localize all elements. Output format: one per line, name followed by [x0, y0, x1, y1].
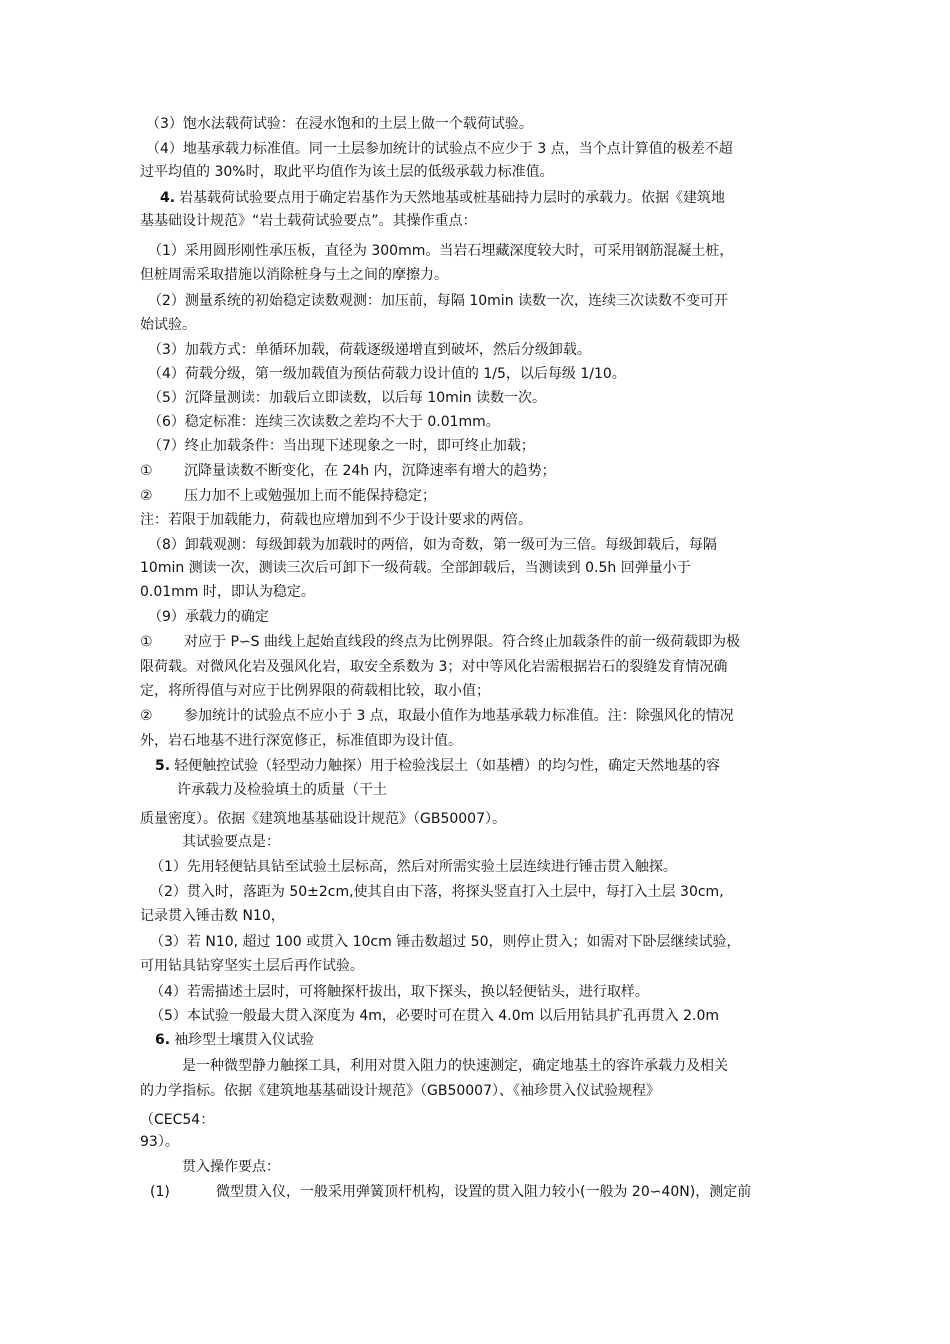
determination-1-line-2: 限荷载。对微风化岩及强风化岩，取安全系数为 3；对中等风化岩需根据岩石的裂缝发育情况确	[140, 659, 728, 675]
section-6-title: 袖珍型土壤贯入仪试验	[174, 1032, 315, 1048]
condition-2	[140, 486, 436, 506]
determination-1-text: 对应于 P∽S 曲线上起始直线段的终点为比例界限。符合终止加载条件的前一级荷载即为极	[184, 634, 740, 650]
section-4-text: 岩基载荷试验要点用于确定岩基作为天然地基或桩基础持力层时的承载力。依据《建筑地	[179, 190, 726, 206]
section-6-line-4: 93）。	[140, 1134, 179, 1150]
section-6-line-2: 的力学指标。依据《建筑地基基础设计规范》（GB50007）、《袖珍贯入仪试验规程》	[140, 1083, 660, 1099]
rock-item-3: （3）加载方式：单循环加载，荷载逐级递增直到破坏，然后分级卸载。	[148, 342, 591, 358]
determination-2-line-1	[140, 706, 734, 726]
test-item-3-line-1: （3）若 N10, 超过 100 或贯入 10cm 锤击数超过 50，则停止贯入；如需对下卧层继续试验，	[150, 934, 741, 950]
operation-item-1	[150, 1182, 751, 1202]
section-5-text: 轻便触控试验（轻型动力触探）用于检验浅层土（如基槽）的均匀性，确定天然地基的容	[174, 758, 721, 774]
determination-1-marker: ①	[140, 634, 153, 650]
section-5-line-3: 质量密度）。依据《建筑地基基础设计规范》（GB50007）。	[140, 811, 506, 827]
rock-item-5: （5）沉降量测读：加载后立即读数，以后每 10min 读数一次。	[148, 390, 547, 406]
section-5-number: 5.	[155, 758, 171, 774]
rock-item-8-line-1: （8）卸载观测：每级卸载为加载时的两倍，如为奇数，第一级可为三倍。每级卸载后，每隔	[148, 537, 717, 553]
section-6-line-5: 贯入操作要点：	[182, 1159, 280, 1175]
test-item-5: （5）本试验一般最大贯入深度为 4m，必要时可在贯入 4.0m 以后用钻具扩孔再贯入 2.0m	[150, 1008, 720, 1024]
paragraph-3: （3）饱水法载荷试验：在浸水饱和的土层上做一个载荷试验。	[146, 116, 533, 132]
rock-item-4: （4）荷载分级，第一级加载值为预估荷载力设计值的 1/5，以后每级 1/10。	[148, 366, 626, 382]
note-line: 注：若限于加载能力，荷载也应增加到不少于设计要求的两倍。	[140, 512, 532, 528]
condition-1-text: 沉降量读数不断变化，在 24h 内，沉降速率有增大的趋势；	[184, 463, 556, 479]
determination-1-line-1	[140, 632, 740, 652]
test-item-1: （1）先用轻便钻具钻至试验土层标高，然后对所需实验土层连续进行锤击贯入触探。	[150, 859, 677, 875]
section-5-line-2: 许承载力及检验填土的质量（干土	[177, 782, 387, 798]
determination-2-marker: ②	[140, 708, 153, 724]
section-6-heading	[155, 1030, 314, 1050]
rock-item-6: （6）稳定标准：连续三次读数之差均不大于 0.01mm。	[148, 414, 500, 430]
section-5-line-4: 其试验要点是：	[182, 834, 280, 850]
rock-item-2-line-1: （2）测量系统的初始稳定读数观测：加压前，每隔 10min 读数一次，连续三次读数不变可开	[148, 293, 729, 309]
determination-2-text: 参加统计的试验点不应小于 3 点，取最小值作为地基承载力标准值。注：除强风化的情况	[184, 708, 734, 724]
section-4-number: 4.	[160, 190, 176, 206]
section-6-number: 6.	[155, 1032, 171, 1048]
paragraph-4-line-1: （4）地基承载力标准值。同一土层参加统计的试验点不应少于 3 点，当个点计算值的极差不超	[146, 141, 733, 157]
section-6-line-3: （CEC54：	[140, 1112, 215, 1128]
test-item-2-line-1: （2）贯入时，落距为 50±2cm,使其自由下落，将探头竖直打入土层中，每打入土层 30cm,	[150, 884, 724, 900]
paragraph-4-line-2: 过平均值的 30%时，取此平均值作为该土层的低级承载力标准值。	[140, 164, 554, 180]
rock-item-1-line-1: （1）采用圆形刚性承压板，直径为 300mm。当岩石埋藏深度较大时，可采用钢筋混凝土桩，	[148, 243, 734, 259]
determination-1-line-3: 定，将所得值与对应于比例界限的荷载相比较，取小值；	[140, 683, 490, 699]
condition-2-text: 压力加不上或勉强加上而不能保持稳定；	[184, 488, 436, 504]
condition-1	[140, 461, 556, 481]
rock-item-2-line-2: 始试验。	[140, 317, 196, 333]
operation-item-1-text: 微型贯入仪，一般采用弹簧顶杆机构，设置的贯入阻力较小(一般为 20∽40N)，测定前	[216, 1184, 752, 1200]
rock-item-1-line-2: 但桩周需采取措施以消除桩身与土之间的摩擦力。	[140, 267, 448, 283]
section-4-line-1	[160, 188, 725, 208]
section-4-line-2: 基基础设计规范》“岩土载荷试验要点”。其操作重点：	[140, 213, 477, 229]
rock-item-8-line-3: 0.01mm 时，即认为稳定。	[140, 584, 315, 600]
rock-item-9: （9）承载力的确定	[148, 609, 269, 625]
rock-item-7: （7）终止加载条件：当出现下述现象之一时，即可终止加载；	[148, 438, 535, 454]
section-6-line-1: 是一种微型静力触探工具，利用对贯入阻力的快速测定，确定地基土的容许承载力及相关	[182, 1058, 728, 1074]
operation-item-1-marker: (1)	[150, 1184, 170, 1200]
condition-1-marker: ①	[140, 463, 153, 479]
test-item-4: （4）若需描述土层时，可将触探杆拔出，取下探头，换以轻便钻头，进行取样。	[150, 984, 649, 1000]
test-item-2-line-2: 记录贯入锤击数 N10，	[140, 908, 285, 924]
condition-2-marker: ②	[140, 488, 153, 504]
rock-item-8-line-2: 10min 测读一次，测读三次后可卸下一级荷载。全部卸载后，当测读到 0.5h 回弹量小于	[140, 560, 691, 576]
test-item-3-line-2: 可用钻具钻穿坚实土层后再作试验。	[140, 958, 364, 974]
determination-2-line-2: 外，岩石地基不进行深宽修正，标准值即为设计值。	[140, 733, 462, 749]
section-5-line-1	[155, 756, 720, 776]
